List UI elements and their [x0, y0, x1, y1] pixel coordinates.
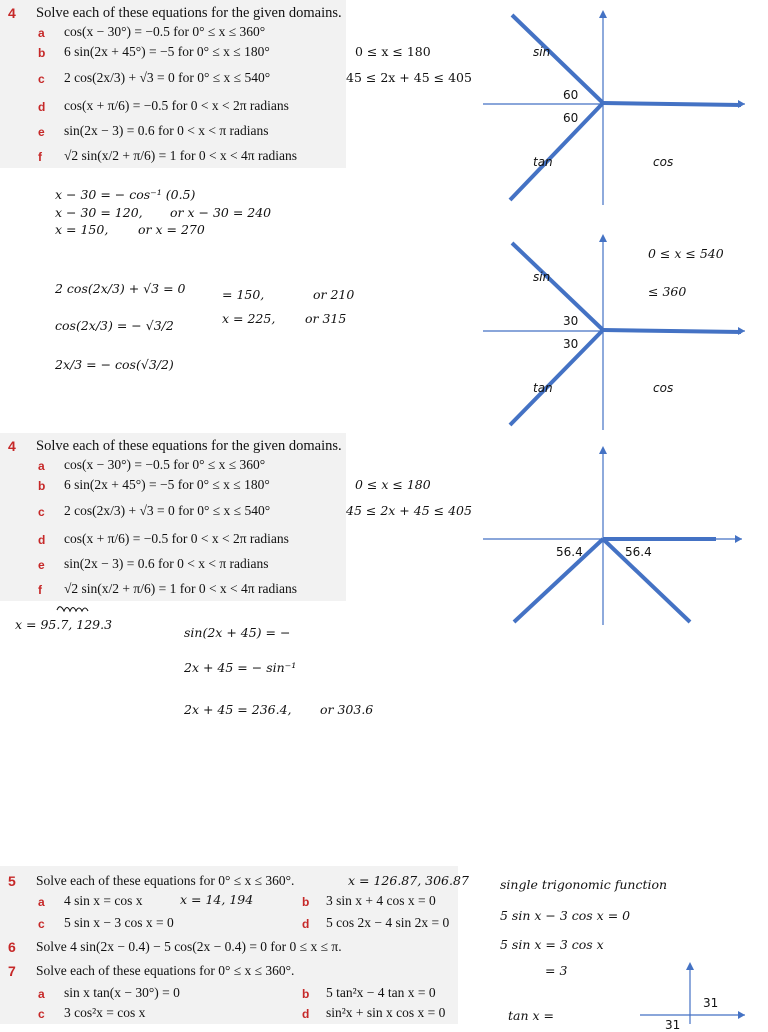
item-text: cos(x − 30°) = −0.5 for 0° ≤ x ≤ 360° — [64, 457, 266, 472]
item-text: 3 cos²x = cos x — [64, 1005, 146, 1020]
working-line: or x = 270 — [138, 222, 205, 237]
item-text: 4 sin x = cos x — [64, 893, 143, 908]
item-letter: e — [38, 558, 45, 572]
working-line: sin(2x + 45) = − — [184, 625, 291, 640]
quadrant-diagram-1 — [483, 10, 745, 205]
item-text: 5 tan²x − 4 tan x = 0 — [326, 985, 436, 1000]
item-letter: b — [38, 46, 46, 60]
item-text: sin x tan(x − 30°) = 0 — [64, 985, 180, 1000]
working-line: or 303.6 — [320, 702, 374, 717]
domain-note: 45 ≤ 2x + 45 ≤ 405 — [346, 70, 472, 85]
item-letter: a — [38, 895, 45, 909]
tan-label: tan — [533, 155, 553, 169]
working-line: tan x = — [508, 1008, 554, 1023]
item-text: 5 sin x − 3 cos x = 0 — [64, 915, 174, 930]
domain-note: 45 ≤ 2x + 45 ≤ 405 — [346, 503, 472, 518]
angle-label: 31 — [665, 1018, 681, 1032]
question-number: 4 — [8, 5, 16, 21]
item-letter: d — [302, 917, 310, 931]
item-text: 6 sin(2x + 45°) = −5 for 0° ≤ x ≤ 180° — [64, 477, 270, 492]
working-line: x = 225, — [222, 311, 276, 326]
domain-note: 0 ≤ x ≤ 540 — [648, 246, 724, 261]
answer-line: x = 126.87, 306.87 — [348, 873, 469, 888]
working-line: 2x + 45 = − sin⁻¹ — [184, 660, 297, 675]
item-letter: b — [302, 987, 310, 1001]
angle-label: 30 — [563, 337, 579, 351]
question-text: Solve 4 sin(2x − 0.4) − 5 cos(2x − 0.4) = 0 for 0 ≤ x ≤ π. — [36, 939, 342, 954]
item-letter: d — [38, 533, 46, 547]
quadrant-diagram-2 — [483, 234, 745, 430]
item-text: √2 sin(x/2 + π/6) = 1 for 0 < x < 4π radians — [64, 148, 297, 163]
working-line: 5 sin x = 3 cos x — [500, 937, 604, 952]
question-number: 5 — [8, 873, 16, 889]
sin-label: sin — [533, 270, 551, 284]
working-line: or 210 — [313, 287, 355, 302]
item-text: cos(x + π/6) = −0.5 for 0 < x < 2π radians — [64, 531, 289, 546]
item-text: sin(2x − 3) = 0.6 for 0 < x < π radians — [64, 123, 269, 138]
item-text: √2 sin(x/2 + π/6) = 1 for 0 < x < 4π radians — [64, 581, 297, 596]
item-text: cos(x + π/6) = −0.5 for 0 < x < 2π radians — [64, 98, 289, 113]
domain-note: 0 ≤ x ≤ 180 — [355, 477, 431, 492]
question-number: 6 — [8, 939, 16, 955]
item-letter: c — [38, 505, 45, 519]
question-heading: Solve each of these equations for the given domains. — [36, 5, 342, 21]
answer-line: x = 14, 194 — [180, 892, 254, 907]
cos-label: cos — [653, 155, 674, 169]
question-number: 4 — [8, 438, 16, 454]
item-text: cos(x − 30°) = −0.5 for 0° ≤ x ≤ 360° — [64, 24, 266, 39]
working-line: cos(2x/3) = − √3/2 — [55, 318, 174, 333]
working-line: 2 cos(2x/3) + √3 = 0 — [55, 281, 186, 296]
item-text: sin(2x − 3) = 0.6 for 0 < x < π radians — [64, 556, 269, 571]
angle-label: 60 — [563, 88, 579, 102]
working-line: = 3 — [545, 963, 568, 978]
working-line: x − 30 = − cos⁻¹ (0.5) — [55, 187, 196, 202]
item-letter: b — [302, 895, 310, 909]
working-line: x = 150, — [55, 222, 109, 237]
working-line: 5 sin x − 3 cos x = 0 — [500, 908, 631, 923]
item-text: 2 cos(2x/3) + √3 = 0 for 0° ≤ x ≤ 540° — [64, 70, 271, 85]
item-letter: c — [38, 917, 45, 931]
item-letter: d — [38, 100, 46, 114]
domain-note: 0 ≤ x ≤ 180 — [355, 44, 431, 59]
item-text: 2 cos(2x/3) + √3 = 0 for 0° ≤ x ≤ 540° — [64, 503, 271, 518]
item-letter: a — [38, 459, 45, 473]
sin-label: sin — [533, 45, 551, 59]
working-line: x − 30 = 120, — [55, 205, 143, 220]
angle-label: 56.4 — [625, 545, 652, 559]
cos-label: cos — [653, 381, 674, 395]
item-letter: c — [38, 1007, 45, 1021]
item-text: 5 cos 2x − 4 sin 2x = 0 — [326, 915, 450, 930]
angle-label: 60 — [563, 111, 579, 125]
working-line: or x − 30 = 240 — [170, 205, 272, 220]
item-text: sin²x + sin x cos x = 0 — [326, 1005, 446, 1020]
quadrant-diagram-4 — [640, 962, 745, 1024]
item-letter: a — [38, 26, 45, 40]
section-title: single trigonomic function — [500, 877, 668, 892]
angle-label: 31 — [703, 996, 719, 1010]
working-line: or 315 — [305, 311, 347, 326]
question-heading: Solve each of these equations for 0° ≤ x ≤ 360°. — [36, 963, 295, 978]
angle-label: 30 — [563, 314, 579, 328]
item-letter: e — [38, 125, 45, 139]
item-text: 3 sin x + 4 cos x = 0 — [326, 893, 436, 908]
scribble-mark — [57, 607, 88, 611]
domain-note: ≤ 360 — [648, 284, 687, 299]
angle-label: 56.4 — [556, 545, 583, 559]
question-number: 7 — [8, 963, 16, 979]
item-letter: d — [302, 1007, 310, 1021]
question-heading: Solve each of these equations for the given domains. — [36, 438, 342, 454]
item-text: 6 sin(2x + 45°) = −5 for 0° ≤ x ≤ 180° — [64, 44, 270, 59]
answer-line: x = 95.7, 129.3 — [15, 617, 113, 632]
item-letter: c — [38, 72, 45, 86]
item-letter: b — [38, 479, 46, 493]
working-line: = 150, — [222, 287, 265, 302]
working-line: 2x/3 = − cos(√3/2) — [55, 357, 174, 372]
item-letter: f — [38, 583, 42, 597]
question-heading: Solve each of these equations for 0° ≤ x ≤ 360°. — [36, 873, 295, 888]
item-letter: f — [38, 150, 42, 164]
working-line: 2x + 45 = 236.4, — [184, 702, 292, 717]
tan-label: tan — [533, 381, 553, 395]
quadrant-diagram-3 — [483, 446, 742, 625]
item-letter: a — [38, 987, 45, 1001]
